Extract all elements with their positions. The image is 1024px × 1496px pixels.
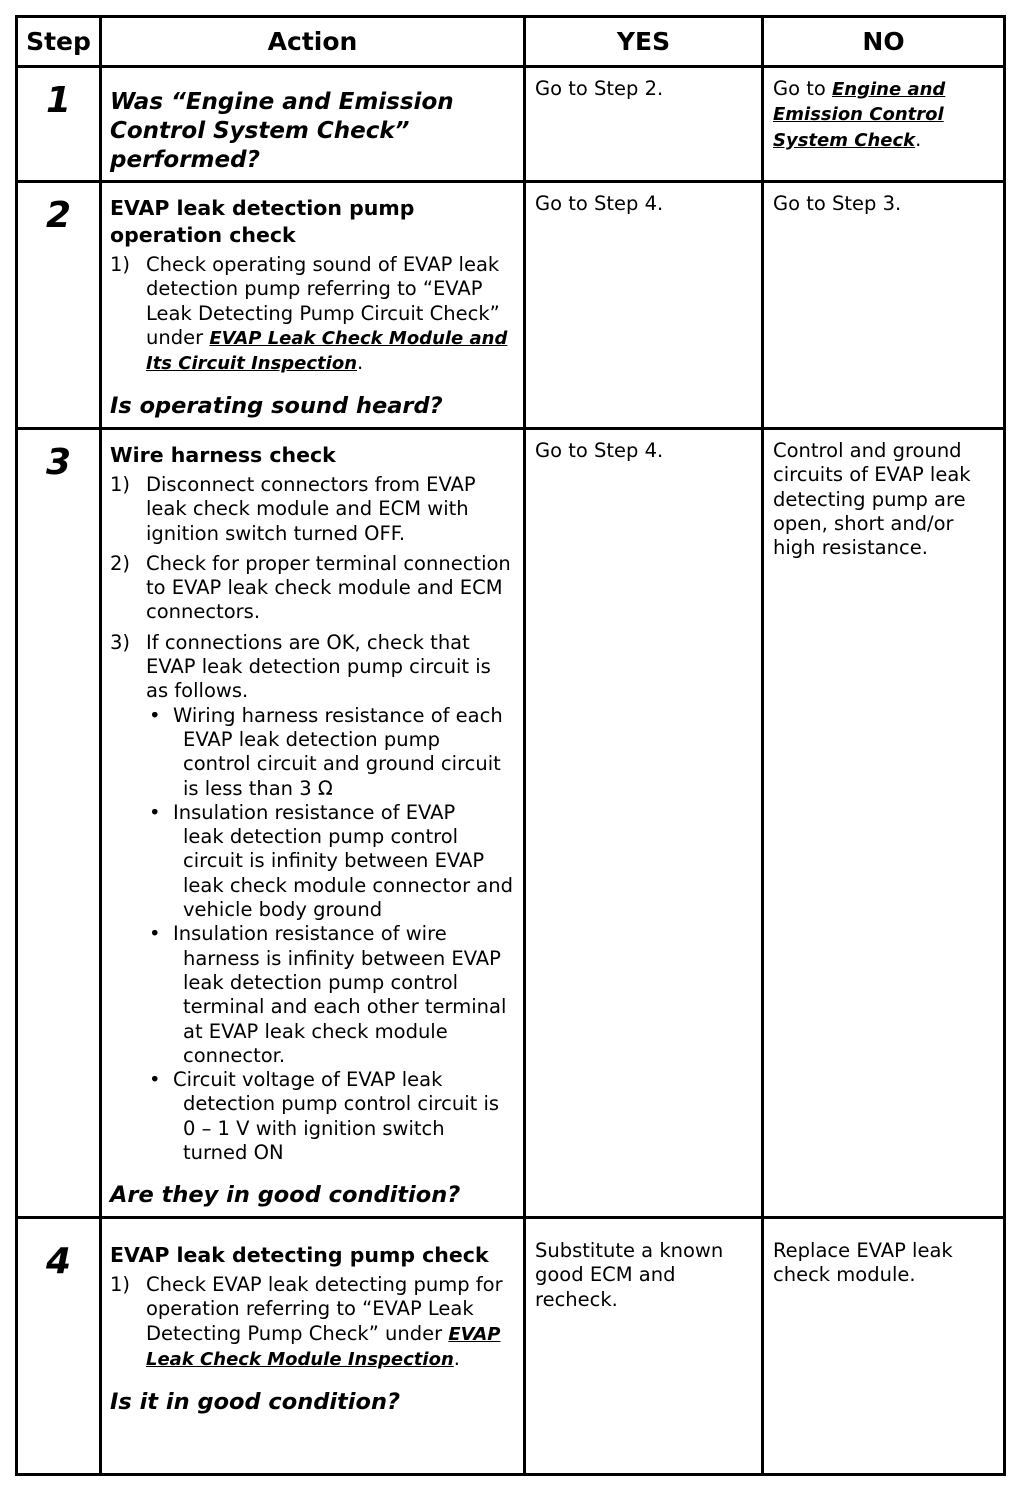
list-item [110,1273,513,1372]
evap-leak-check-module-circuit-link[interactable]: EVAP Leak Check Module and Its Circuit Inspection [146,327,508,375]
step-title: EVAP leak detecting pump check [110,1243,489,1267]
yes-text: Substitute a known good ECM and recheck. [535,1239,724,1311]
step-title: EVAP leak detection pump operation check [110,196,415,247]
table-row-step-4 [17,1218,1005,1475]
action-cell [101,1218,525,1475]
bullet-first-line: Insulation resistance of EVAP [173,800,456,824]
list-item [110,473,513,546]
step-question: Is it in good condition? [110,1389,401,1416]
bullet-icon: • [149,800,161,824]
bullet-first-line: Wiring harness resistance of each [173,703,503,727]
no-cell [763,429,1005,1218]
list-item [110,253,513,376]
item-number: 1) [110,473,131,496]
bullet-item [146,922,513,1068]
item-suffix: . [357,351,364,375]
bullet-icon: • [149,1068,161,1092]
no-cell [763,1218,1005,1475]
bullet-continuation: harness is infinity between EVAP leak detection pump control terminal and each other terminal at EVAP leak check module connector. [183,946,507,1067]
step-question: Was “Engine and Emission Control System Check” performed? [110,89,454,173]
yes-cell [525,429,763,1218]
list-item [110,552,513,625]
step-question: Is operating sound heard? [110,393,443,420]
bullet-item [146,1068,513,1165]
step-cell [17,1218,101,1475]
item-text: Check EVAP leak detecting pump for operation referring to “EVAP Leak Detecting Pump Check” under [146,1273,503,1345]
yes-text: Go to Step 2. [535,77,664,100]
engine-emission-check-link[interactable]: Engine and Emission Control System Check [773,79,946,151]
step-cell [17,182,101,429]
action-cell [101,429,525,1218]
item-number: 1) [110,253,131,276]
table-row-step-3 [17,429,1005,1218]
item-text: Disconnect connectors from EVAP leak check module and ECM with ignition switch turned OFF. [146,473,476,545]
no-cell [763,67,1005,182]
bullet-continuation: leak detection pump control circuit is infinity between EVAP leak check module connector and vehicle body ground [183,825,513,922]
header-step: Step [17,17,101,67]
no-text: Go to Step 3. [773,192,902,215]
list-item [110,631,513,704]
table-header-row [17,17,1005,67]
item-number: 3) [110,630,131,654]
step-title: Wire harness check [110,443,336,467]
yes-text: Go to Step 4. [535,192,664,215]
no-text: Control and ground circuits of EVAP leak detecting pump are open, short and/or high resistance. [773,439,971,560]
step-question: Are they in good condition? [110,1182,461,1209]
no-text: Replace EVAP leak check module. [773,1239,953,1287]
bullet-first-line: Insulation resistance of wire [173,922,447,946]
no-cell [763,182,1005,429]
header-action: Action [101,17,525,67]
step-number: 1 [45,80,72,121]
step-number: 3 [45,442,72,483]
bullet-item [146,801,513,922]
no-text-suffix: . [915,127,922,151]
diagnostic-table [15,15,1006,1476]
item-text: Check operating sound of EVAP leak detection pump referring to “EVAP Leak Detecting Pump Circuit Check” under [146,253,500,349]
item-suffix: . [453,1346,460,1370]
bullet-icon: • [149,703,161,727]
header-no: NO [763,17,1005,67]
item-number: 2) [110,551,131,575]
action-cell [101,182,525,429]
no-text-prefix: Go to [773,77,833,100]
action-cell [101,67,525,182]
step-number: 2 [45,195,72,236]
item-number: 1) [110,1273,131,1296]
header-yes: YES [525,17,763,67]
step-cell [17,429,101,1218]
bullet-item [146,704,513,801]
bullet-continuation: detection pump control circuit is 0 – 1 V with ignition switch turned ON [183,1092,500,1165]
bullet-continuation: EVAP leak detection pump control circuit and ground circuit is less than 3 Ω [183,727,501,800]
table-row-step-2 [17,182,1005,429]
table-row-step-1 [17,67,1005,182]
yes-cell [525,67,763,182]
step-number: 4 [45,1241,72,1282]
bullet-first-line: Circuit voltage of EVAP leak [173,1068,443,1092]
item-text: Check for proper terminal connection to EVAP leak check module and ECM connectors. [146,551,511,624]
item-text: If connections are OK, check that EVAP leak detection pump circuit is as follows. [146,630,491,703]
yes-cell [525,182,763,429]
yes-text: Go to Step 4. [535,439,664,462]
step-cell [17,67,101,182]
yes-cell [525,1218,763,1475]
bullet-icon: • [149,922,161,946]
evap-leak-check-module-inspection-link[interactable]: EVAP Leak Check Module Inspection [146,1323,501,1370]
